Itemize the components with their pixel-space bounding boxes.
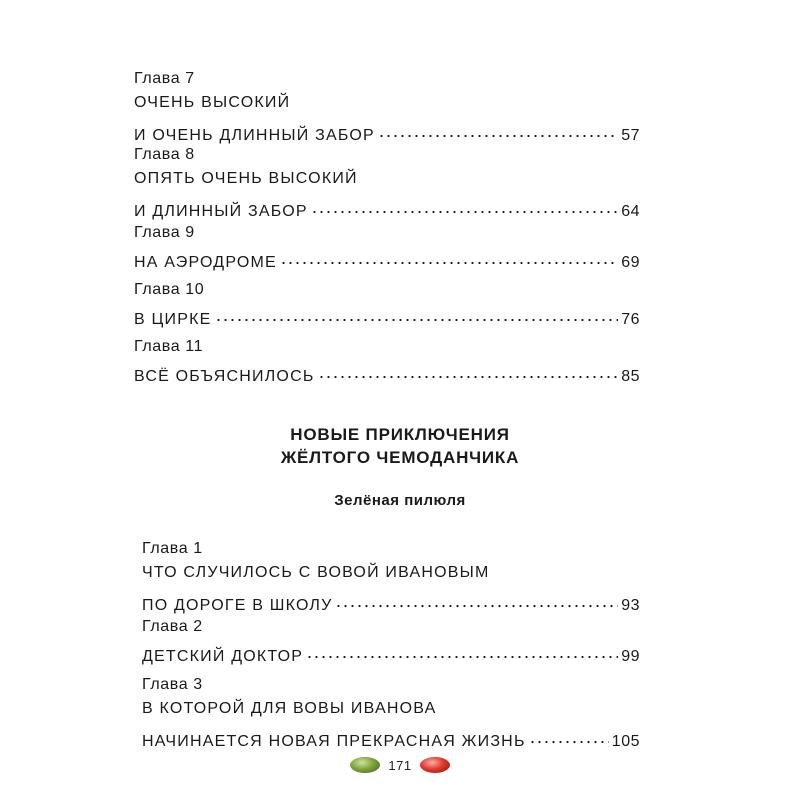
chapter-title-text: ДЕТСКИЙ ДОКТОР [142,648,304,665]
chapter-title-line [134,93,640,120]
chapter-title-line [134,120,640,147]
red-pill-icon [420,757,450,773]
toc-entry-chapter-2 [142,617,640,668]
page-number: 171 [388,757,412,773]
toc-entry-chapter-8 [134,145,640,223]
page-ref: 69 [621,254,640,271]
chapter-title-text: ОПЯТЬ ОЧЕНЬ ВЫСОКИЙ [134,170,358,187]
green-pill-icon [350,757,380,773]
chapter-title-text: ВСЁ ОБЪЯСНИЛОСЬ [134,368,315,385]
chapter-label: Глава 3 [142,676,203,693]
toc-entry-chapter-1 [142,539,640,617]
chapter-title-text: В КОТОРОЙ ДЛЯ ВОВЫ ИВАНОВА [142,700,437,717]
chapter-title-line [134,247,640,274]
dot-leader [378,120,618,140]
chapter-title-line [134,196,640,223]
chapter-title-line [134,169,640,196]
chapter-title-text: И ДЛИННЫЙ ЗАБОР [134,203,308,220]
toc-entry-chapter-9 [134,223,640,274]
chapter-title-line [142,563,640,590]
toc-entry-chapter-7 [134,69,640,147]
dot-leader [529,726,609,746]
chapter-title-line [142,699,640,726]
chapter-title-text: ПО ДОРОГЕ В ШКОЛУ [142,597,333,614]
page-ref: 105 [611,733,640,750]
chapter-title-line [134,361,640,388]
chapter-title-text: НАЧИНАЕТСЯ НОВАЯ ПРЕКРАСНАЯ ЖИЗНЬ [142,733,526,750]
dot-leader [318,361,619,381]
chapter-label: Глава 7 [134,70,195,87]
chapter-title-line [142,726,640,753]
dot-leader [306,641,618,661]
chapter-label: Глава 9 [134,224,195,241]
dot-leader [280,247,618,267]
section-title-line-2: ЖЁЛТОГО ЧЕМОДАНЧИКА [280,448,520,467]
chapter-label: Глава 8 [134,146,195,163]
chapter-title-text: В ЦИРКЕ [134,311,212,328]
toc-entry-chapter-10 [134,280,640,331]
dot-leader [311,196,618,216]
chapter-label: Глава 10 [134,281,205,298]
chapter-title-text: ЧТО СЛУЧИЛОСЬ С ВОВОЙ ИВАНОВЫМ [142,564,490,581]
dot-leader [335,590,618,610]
chapter-title-text: НА АЭРОДРОМЕ [134,254,277,271]
chapter-title-line [134,304,640,331]
page-ref: 57 [621,127,640,144]
page-ref: 76 [621,311,640,328]
chapter-label: Глава 11 [134,338,204,355]
chapter-title-text: И ОЧЕНЬ ДЛИННЫЙ ЗАБОР [134,127,375,144]
chapter-title-line [142,641,640,668]
page-ref: 85 [621,368,640,385]
toc-entry-chapter-3 [142,675,640,753]
chapter-title-line [142,590,640,617]
chapter-title-text: ОЧЕНЬ ВЫСОКИЙ [134,94,291,111]
chapter-label: Глава 1 [142,540,203,557]
page-ref: 64 [621,203,640,220]
section-subtitle: Зелёная пилюля [334,492,466,509]
dot-leader [215,304,619,324]
page-ref: 93 [621,597,640,614]
section-title-line-1: НОВЫЕ ПРИКЛЮЧЕНИЯ [290,425,510,444]
page-ref: 99 [621,648,640,665]
toc-entry-chapter-11 [134,337,640,388]
chapter-label: Глава 2 [142,618,203,635]
page-footer [0,757,800,773]
